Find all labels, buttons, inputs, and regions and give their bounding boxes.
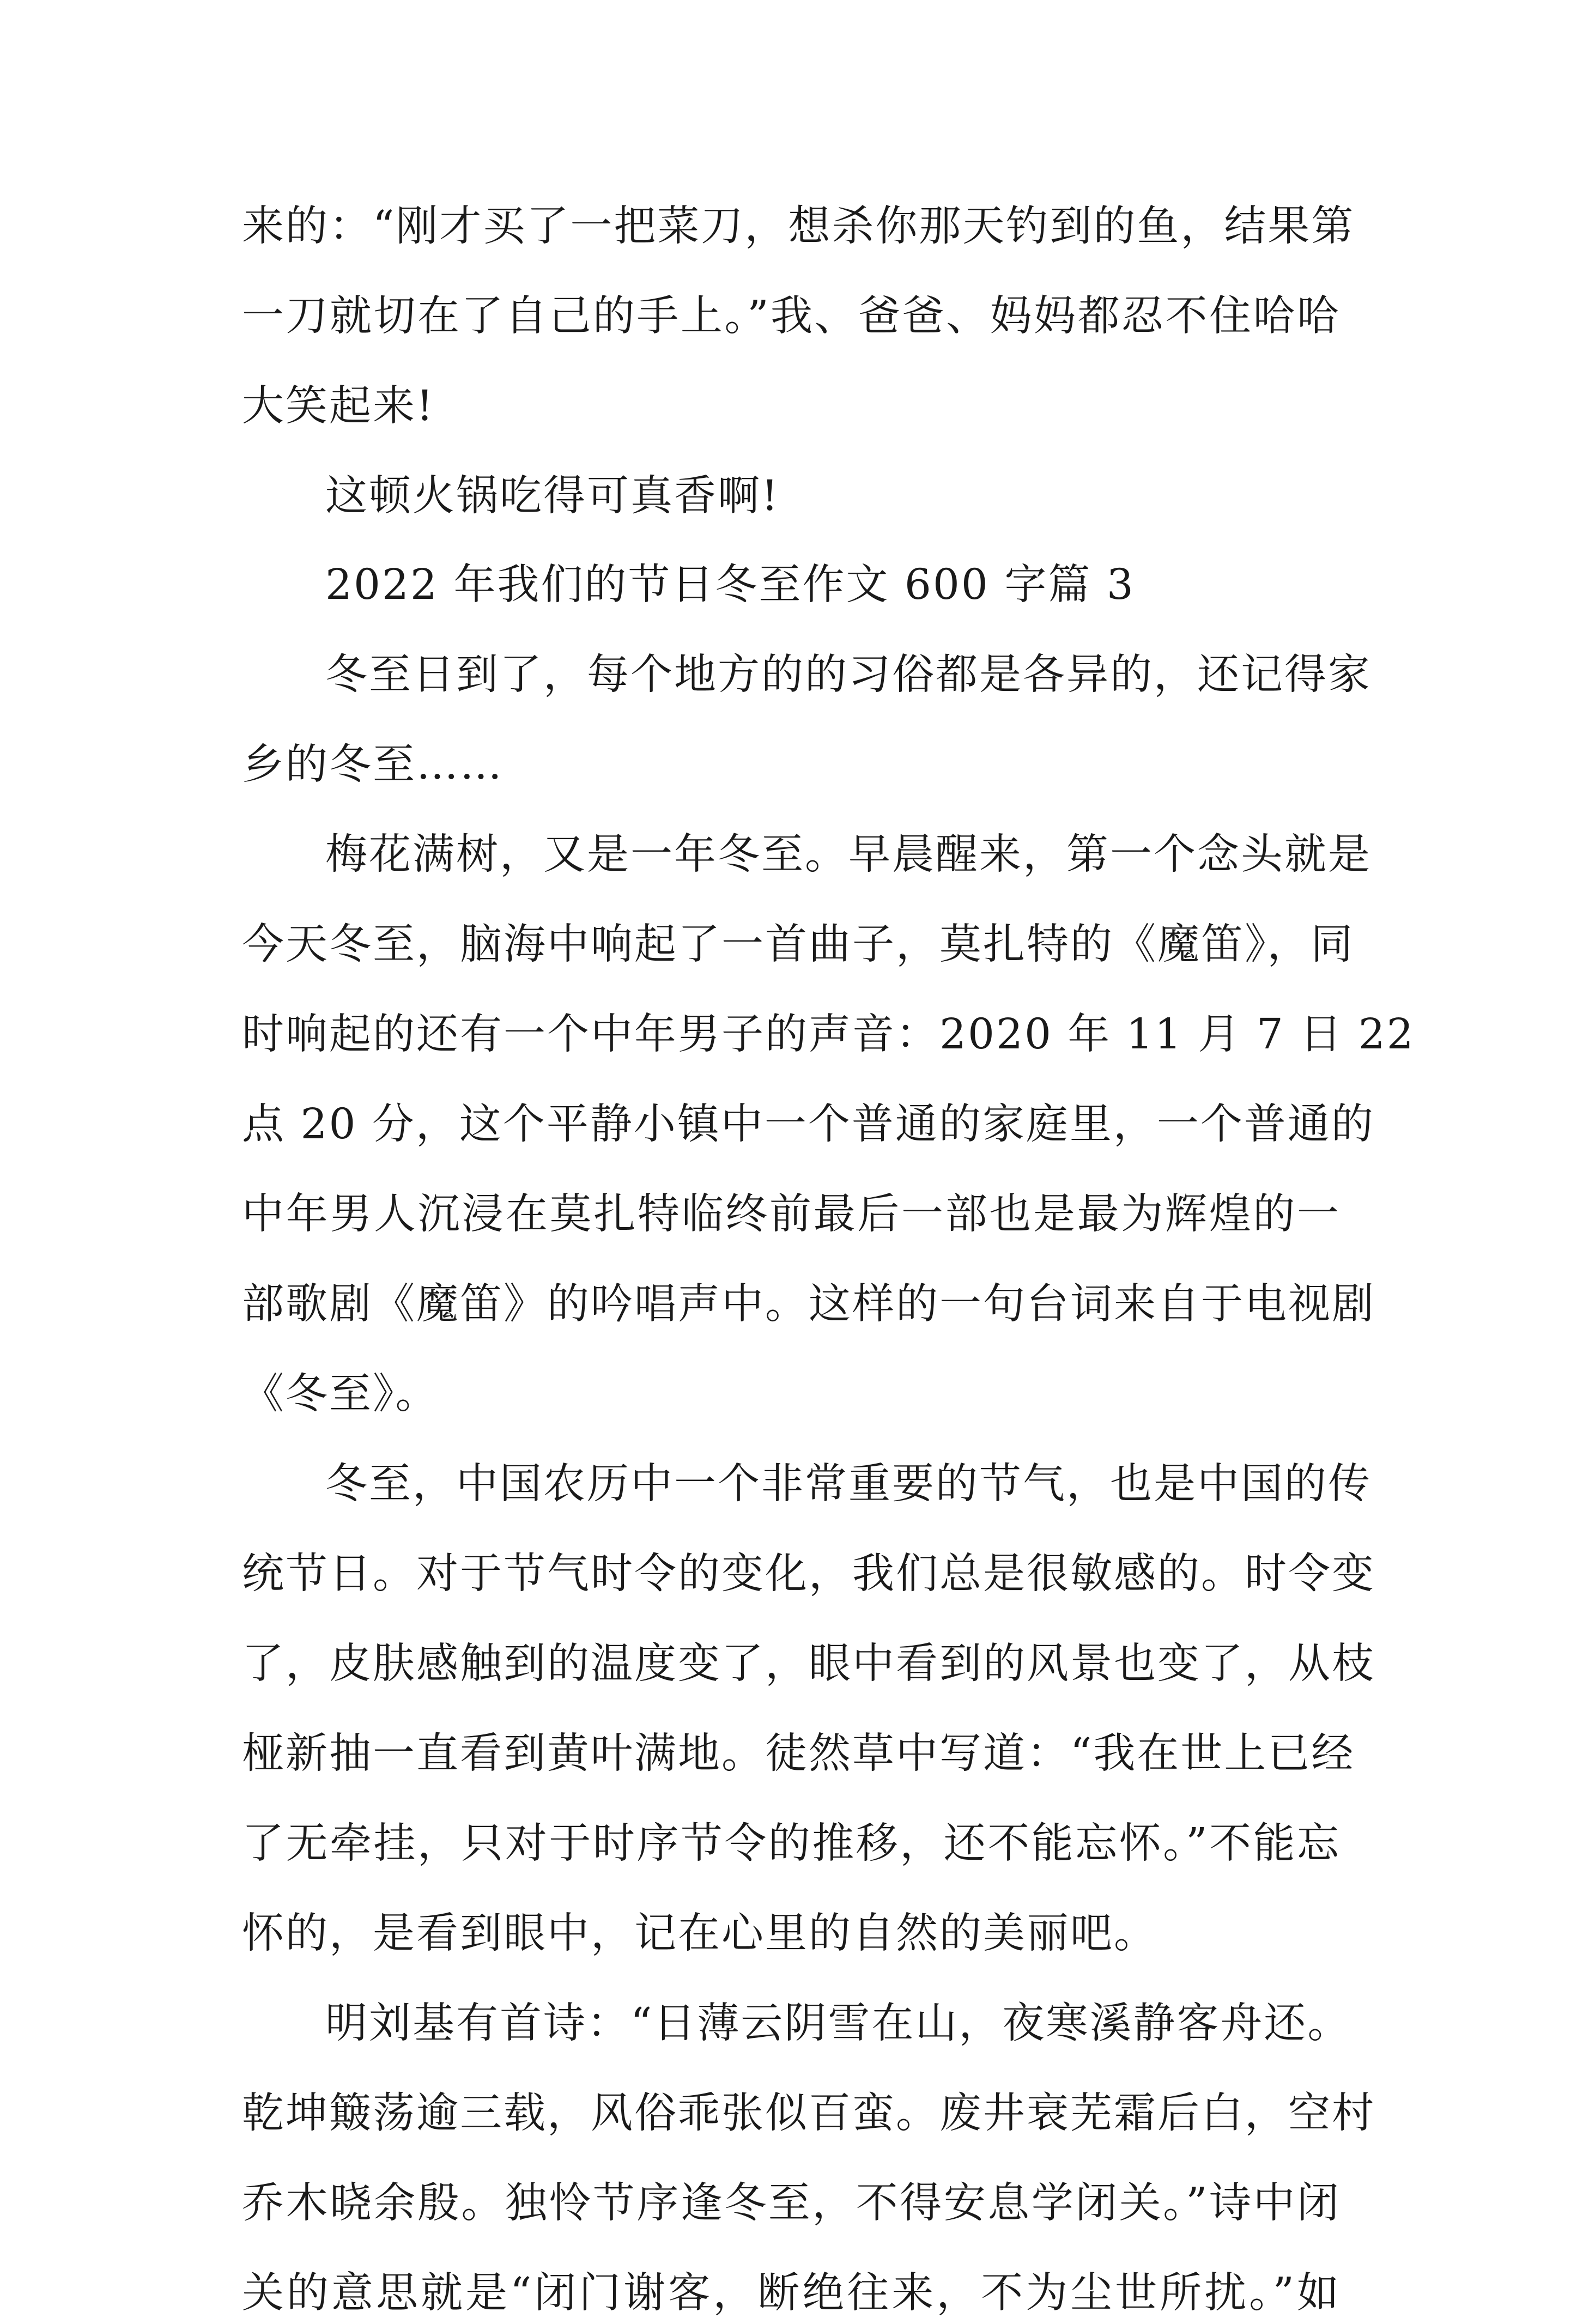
text-line: 冬至日到了，每个地方的的习俗都是各异的，还记得家	[325, 651, 1372, 699]
text-line: 明刘基有首诗：“日薄云阴雪在山，夜寒溪静客舟还。	[325, 1999, 1351, 2048]
text-line: 了无牵挂，只对于时序节令的推移，还不能忘怀。”不能忘	[242, 1819, 1341, 1868]
text-line: 关的意思就是“闭门谢客，断绝往来，不为尘世所扰。”如	[242, 2269, 1341, 2317]
text-line: 冬至，中国农历中一个非常重要的节气，也是中国的传	[325, 1460, 1372, 1508]
text-line: 中年男人沉浸在莫扎特临终前最后一部也是最为辉煌的一	[242, 1190, 1341, 1239]
text-line: 桠新抽一直看到黄叶满地。徒然草中写道：“我在世上已经	[242, 1730, 1355, 1778]
text-line: 这顿火锅吃得可真香啊!	[325, 472, 780, 520]
text-line: 怀的，是看到眼中，记在心里的自然的美丽吧。	[242, 1909, 1157, 1958]
text-line: 今天冬至，脑海中响起了一首曲子，莫扎特的《魔笛》，同	[242, 920, 1355, 969]
text-line: 来的：“刚才买了一把菜刀，想杀你那天钓到的鱼，结果第	[242, 202, 1355, 251]
text-line: 一刀就切在了自己的手上。”我、爸爸、妈妈都忍不住哈哈	[242, 292, 1341, 341]
text-line: 乡的冬至……	[242, 741, 504, 789]
text-line: 大笑起来!	[242, 382, 435, 430]
text-line: 乾坤簸荡逾三载，风俗乖张似百蛮。废井衰芜霜后白，空村	[242, 2089, 1375, 2138]
text-line: 乔木晓余殷。独怜节序逢冬至，不得安息学闭关。”诗中闭	[242, 2179, 1341, 2228]
text-line: 时响起的还有一个中年男子的声音：2020 年 11 月 7 日 22	[242, 1010, 1415, 1059]
text-line: 梅花满树，又是一年冬至。早晨醒来，第一个念头就是	[325, 830, 1372, 879]
text-line: 点 20 分，这个平静小镇中一个普通的家庭里，一个普通的	[242, 1100, 1375, 1149]
text-line: 部歌剧《魔笛》的吟唱声中。这样的一句台词来自于电视剧	[242, 1280, 1375, 1328]
text-line: 《冬至》。	[242, 1370, 439, 1418]
text-line: 2022 年我们的节日冬至作文 600 字篇 3	[325, 561, 1135, 609]
text-line: 了，皮肤感触到的温度变了，眼中看到的风景也变了，从枝	[242, 1640, 1375, 1688]
text-line: 统节日。对于节气时令的变化，我们总是很敏感的。时令变	[242, 1550, 1375, 1598]
